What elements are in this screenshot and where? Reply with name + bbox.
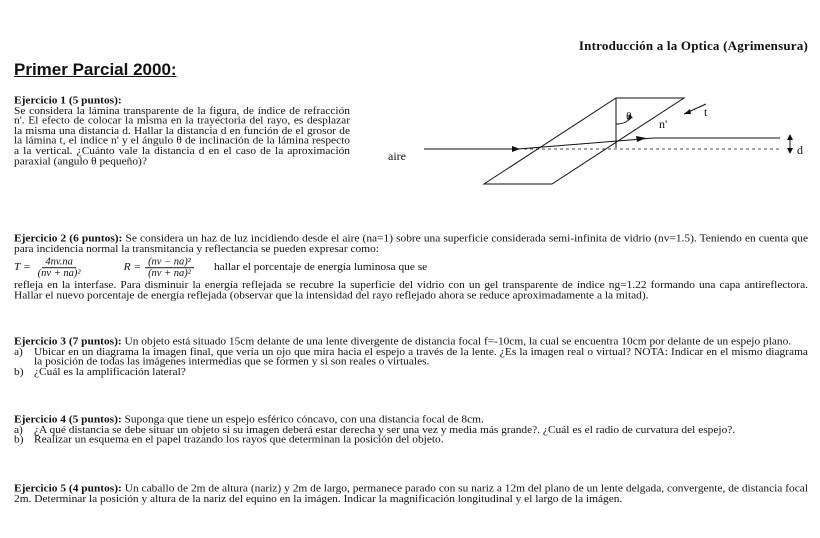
- exercise-4: [14, 415, 808, 445]
- item-label: a): [14, 346, 23, 358]
- exercise-2-heading: Ejercicio 2 (6 puntos):: [14, 233, 123, 245]
- exercise-2: [14, 234, 808, 301]
- slab-diagram: [384, 96, 814, 186]
- t-arrowhead: [684, 109, 691, 114]
- item-text: Realizar un esquema en el papel trazando los rayos que determinan la posición del objeto.: [34, 434, 444, 446]
- exercise-5: [14, 484, 808, 504]
- exercise-5-heading: Ejercicio 5 (4 puntos):: [14, 483, 122, 495]
- formula-T-fraction: [35, 257, 84, 279]
- t-label: t: [704, 105, 708, 119]
- transmittance-reflectance-formulas: [14, 255, 808, 280]
- exercise-3-text: Un objeto está situado 15cm delante de una lente divergente de distancia focal f=-10cm, la cual se encuentra 10cm por delante de un espejo plano.: [124, 336, 792, 348]
- exercise-5-text: Un caballo de 2m de altura (nariz) y 2m de largo, permanece parado con su nariz a 12m del plano de un lente delgada, convergente, de distancia focal 2m. Determinar la posición y altura de la nariz del equino en la imágen. Indicar la magnificación longitudinal y el largo de la imágen.: [14, 483, 809, 505]
- exercise-1: [14, 96, 350, 166]
- item-label: b): [14, 366, 24, 378]
- item-text: ¿Cuál es la amplificación lateral?: [34, 366, 186, 378]
- exercise-3-heading: Ejercicio 3 (7 puntos):: [14, 336, 122, 348]
- exercise-3: [14, 337, 808, 377]
- d-label: d: [797, 143, 803, 157]
- exercise-2-text-1: Se considera un haz de luz incidiendo desde el aire (na=1) sobre una superficie considerada semi-infinita de vidrio (nv=1.5). Teniendo en cuenta que para incidencia normal la transmitancia y reflectancia se pueden expresar como:: [14, 233, 808, 255]
- exercise-2-text-2: refleja en la interfase. Para disminuir la energía reflejada se recubre la superficie del vidrio con un gel transparente de índice ng=1.22 formando una capa antireflectora. Hallar el nuevo porcentaje de energía reflejada (observar que la intensidad del rayo reflejado ahora se reduce aproximadamente a la mitad).: [14, 279, 808, 302]
- refracted-ray: [518, 138, 654, 149]
- item-text: Ubicar en un diagrama la imagen final, que vería un ojo que mira hacia el espejo a través de la lente. ¿Es la imagen real o virtual? NOTA: Indicar en el mismo diagrama la posición de todas las imágenes intermedias que se formen y si son reales o virtuales.: [34, 346, 808, 368]
- d-arrow-up: [787, 134, 793, 140]
- exercise-4-heading: Ejercicio 4 (5 puntos):: [14, 414, 122, 426]
- exercise-4-text: Suponga que tiene un espejo esférico cóncavo, con una distancia focal de 8cm.: [124, 414, 484, 426]
- formula-R-numerator: (nv − na)²: [145, 257, 194, 268]
- exercise-3-item-b: [14, 367, 808, 377]
- item-label: b): [14, 434, 24, 446]
- formula-trailing-text: hallar el porcentaje de energía luminosa que se: [213, 261, 428, 273]
- exam-title: Primer Parcial 2000:: [14, 60, 177, 79]
- d-arrow-down: [787, 148, 793, 154]
- formula-T-numerator: 4nv.na: [42, 257, 76, 268]
- formula-R-lhs: R =: [123, 261, 142, 273]
- formula-T-denominator: (nv + na)²: [37, 267, 81, 279]
- exercise-1-heading: Ejercicio 1 (5 puntos):: [14, 95, 122, 107]
- n-prime-label: n': [659, 117, 668, 131]
- item-text: ¿A qué distancia se debe situar un objeto si su imagen deberá estar derecha y ser una vez y media más grande?. ¿Cuál es el radio de curvatura del espejo?.: [34, 424, 736, 436]
- exercise-4-item-b: [14, 435, 808, 445]
- formula-T-lhs: T =: [14, 261, 31, 273]
- formula-R-fraction: [145, 257, 194, 279]
- item-label: a): [14, 424, 23, 436]
- exercise-1-text: Se considera la lámina transparente de la figura, de índice de refracción n'. El efecto de colocar la misma en la trayectoria del rayo, es desplazar la misma una distancia d. Hallar la distancia d en función de el grosor de la lámina t, el índice n' y el ángulo θ de inclinación de la lámina respecto a la vertical. ¿Cuánto vale la distancia d en el caso de la aproximación paraxial (angulo θ pequeño)?: [14, 105, 350, 167]
- course-header: Introducción a la Optica (Agrimensura): [578, 38, 808, 53]
- exercise-3-item-a: [14, 347, 808, 367]
- formula-R-denominator: (nv + na)²: [148, 267, 191, 279]
- aire-label: aire: [388, 149, 406, 163]
- slab-outline: [484, 98, 684, 184]
- theta-label: θ: [626, 109, 632, 123]
